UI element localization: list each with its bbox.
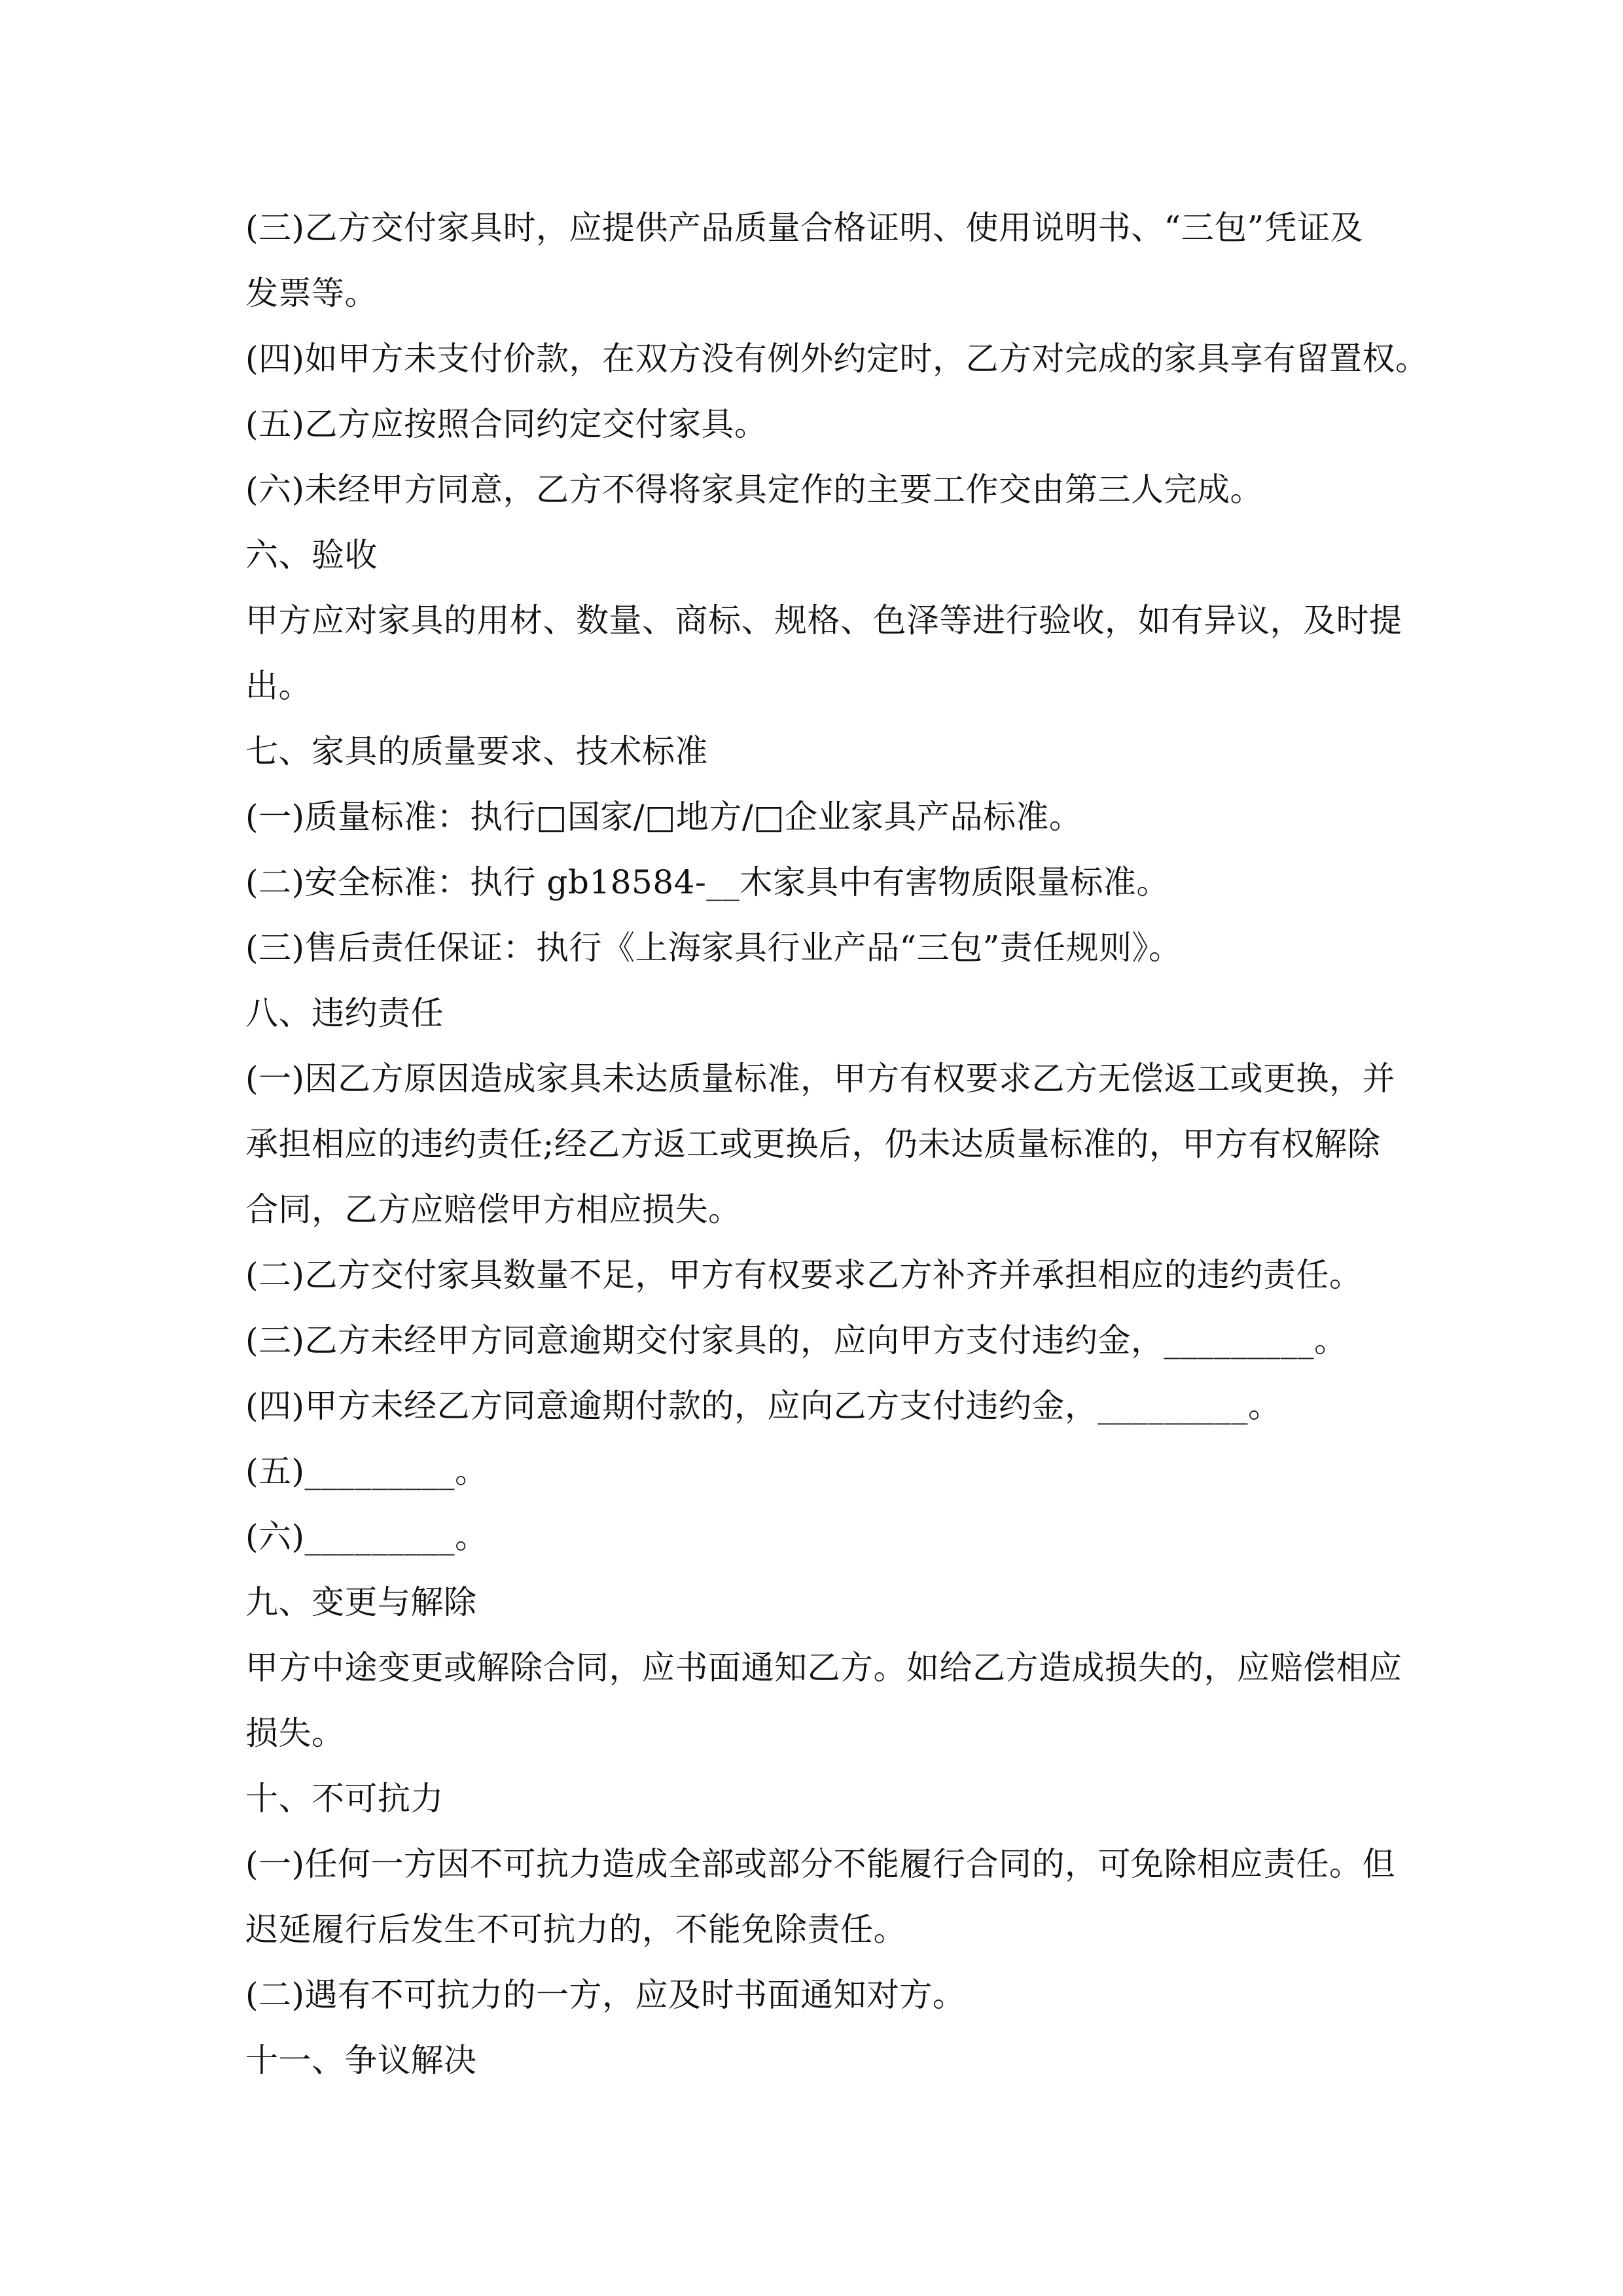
breach-clause-6: (六)_________。 <box>245 1518 488 1556</box>
clause-5-delivery: (五)乙方应按照合同约定交付家具。 <box>245 405 768 443</box>
modification-paragraph-continued: 损失。 <box>245 1714 345 1752</box>
clause-4-lien-right: (四)如甲方未支付价款，在双方没有例外约定时，乙方对完成的家具享有留置权。 <box>245 340 1429 378</box>
breach-clause-1: (一)因乙方原因造成家具未达质量标准，甲方有权要求乙方无偿返工或更换，并 <box>245 1060 1396 1098</box>
clause-6-subcontract: (六)未经甲方同意，乙方不得将家具定作的主要工作交由第三人完成。 <box>245 471 1264 509</box>
acceptance-paragraph: 甲方应对家具的用材、数量、商标、规格、色泽等进行验收，如有异议，及时提 <box>245 601 1402 639</box>
modification-paragraph: 甲方中途变更或解除合同，应书面通知乙方。如给乙方造成损失的，应赔偿相应 <box>245 1649 1402 1687</box>
safety-standard-clause: (二)安全标准：执行 gb18584-__木家具中有害物质限量标准。 <box>245 863 1169 901</box>
section-heading-modification: 九、变更与解除 <box>245 1583 477 1621</box>
clause-3-delivery-documents: (三)乙方交付家具时，应提供产品质量合格证明、使用说明书、“三包”凭证及 <box>245 209 1364 247</box>
breach-clause-1-continued: 承担相应的违约责任;经乙方返工或更换后，仍未达质量标准的，甲方有权解除 <box>245 1125 1381 1163</box>
section-heading-dispute-resolution: 十一、争议解决 <box>245 2041 477 2079</box>
force-majeure-clause-1-continued: 迟延履行后发生不可抗力的，不能免除责任。 <box>245 1910 906 1948</box>
section-heading-force-majeure: 十、不可抗力 <box>245 1780 444 1818</box>
clause-3-continued: 发票等。 <box>245 274 378 312</box>
force-majeure-clause-1: (一)任何一方因不可抗力造成全部或部分不能履行合同的，可免除相应责任。但 <box>245 1845 1396 1883</box>
breach-clause-5: (五)_________。 <box>245 1452 488 1490</box>
force-majeure-clause-2: (二)遇有不可抗力的一方，应及时书面通知对方。 <box>245 1976 966 2014</box>
section-heading-acceptance: 六、验收 <box>245 536 378 574</box>
after-sales-clause: (三)售后责任保证：执行《上海家具行业产品“三包”责任规则》。 <box>245 929 1182 967</box>
quality-standard-clause: (一)质量标准：执行□国家/□地方/□企业家具产品标准。 <box>245 798 1082 836</box>
breach-clause-1-end: 合同，乙方应赔偿甲方相应损失。 <box>245 1191 741 1229</box>
acceptance-paragraph-continued: 出。 <box>245 667 312 705</box>
breach-clause-4: (四)甲方未经乙方同意逾期付款的，应向乙方支付违约金，_________。 <box>245 1387 1281 1425</box>
section-heading-breach-liability: 八、违约责任 <box>245 994 444 1032</box>
breach-clause-2: (二)乙方交付家具数量不足，甲方有权要求乙方补齐并承担相应的违约责任。 <box>245 1256 1363 1294</box>
section-heading-quality-standards: 七、家具的质量要求、技术标准 <box>245 732 708 770</box>
breach-clause-3: (三)乙方未经甲方同意逾期交付家具的，应向甲方支付违约金，_________。 <box>245 1321 1347 1359</box>
